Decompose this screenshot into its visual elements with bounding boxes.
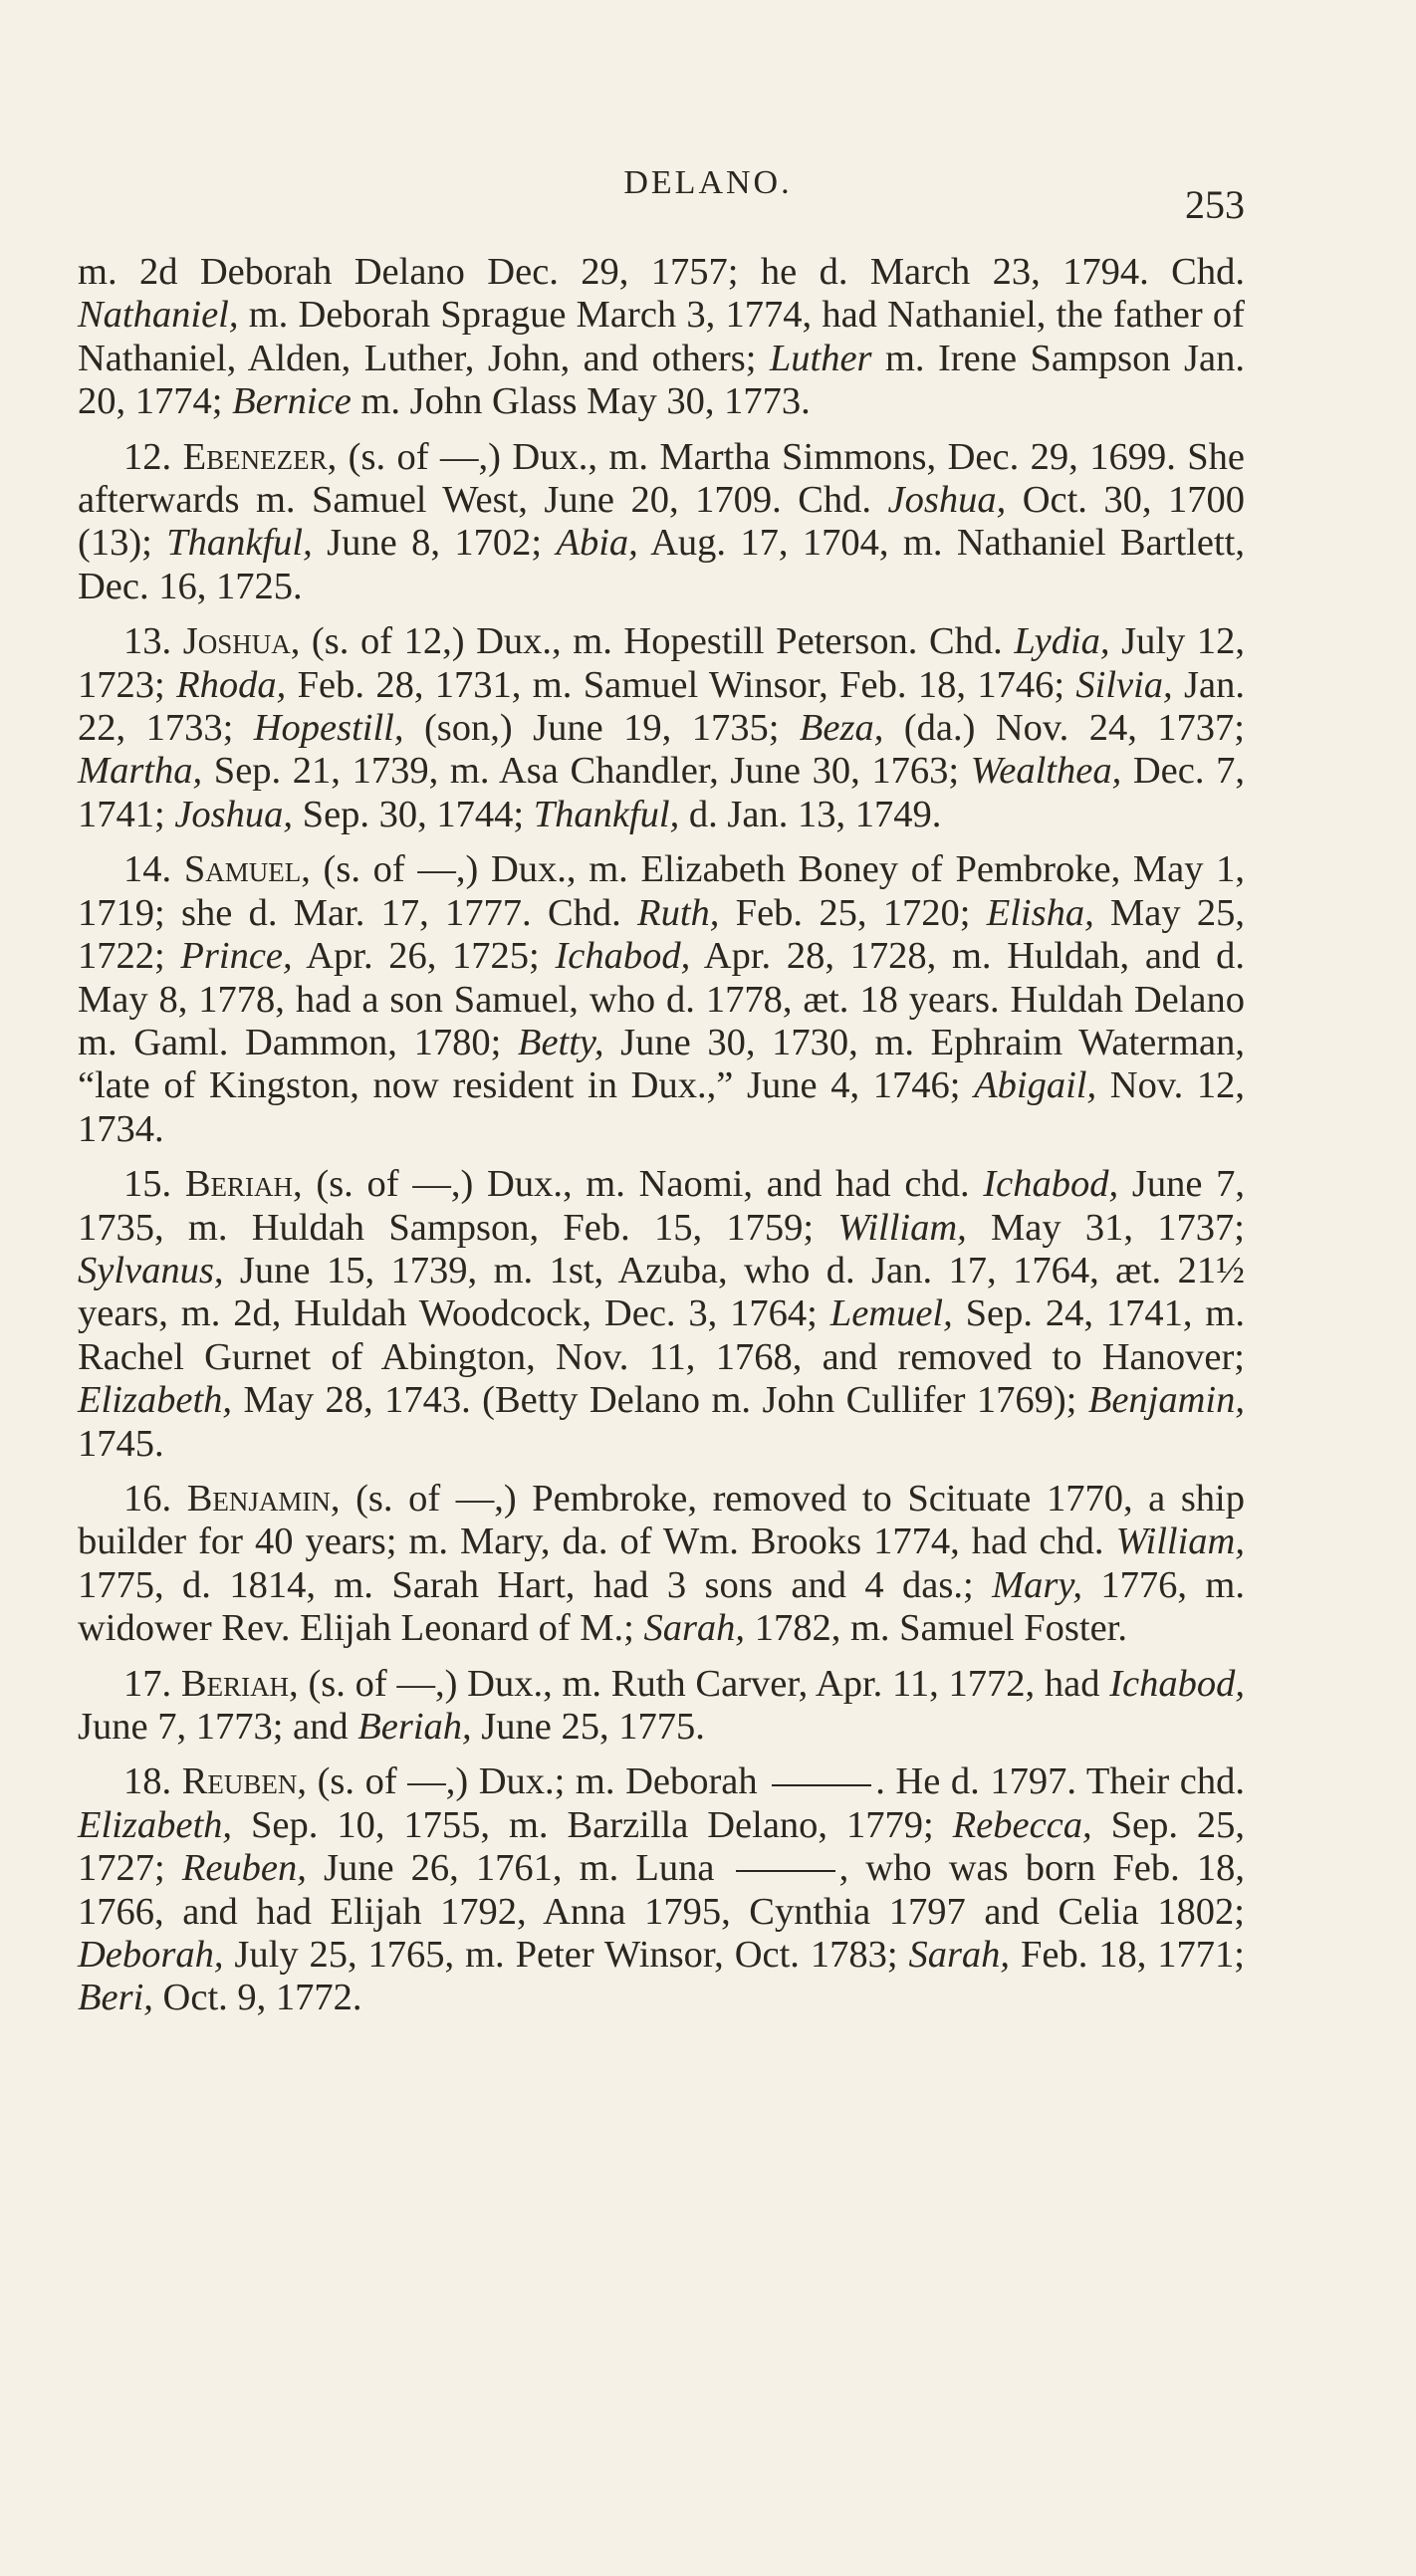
text-run: Feb. 18, 1771; bbox=[1010, 1934, 1246, 1977]
text-run: Sep. 24, 1741, m. Rachel Gurnet of Abington, Nov. 11, 1768, and removed to Hanover; bbox=[78, 1292, 1245, 1378]
child-name: Rhoda, bbox=[176, 663, 287, 706]
text-run: 15. bbox=[123, 1163, 185, 1206]
text-run: (s. of —,) Dux., m. Ruth Carver, Apr. 11, 1772, had bbox=[298, 1662, 1110, 1705]
child-name: Ichabod, bbox=[555, 935, 691, 978]
text-run: Sep. 30, 1744; bbox=[293, 793, 534, 835]
text-run: July 12, 1723; bbox=[78, 620, 1246, 706]
text-run: (s. of —,) Dux., m. Elizabeth Boney of Pembroke, May 1, 1719; she d. Mar. 17, 1777. Chd. bbox=[78, 848, 1245, 934]
text-run: 1782, m. Samuel Foster. bbox=[745, 1607, 1127, 1650]
child-name: Silvia, bbox=[1075, 663, 1173, 706]
entry-17-beriah bbox=[78, 1663, 1245, 1750]
child-name: Joshua, bbox=[174, 793, 294, 835]
text-run: m. Deborah Sprague March 3, 1774, had Nathaniel, the father of Nathaniel, Alden, Luther, John, and others; bbox=[78, 294, 1245, 379]
text-run: (son,) June 19, 1735; bbox=[403, 707, 800, 750]
entry-15-beriah bbox=[78, 1163, 1245, 1466]
child-name: Deborah, bbox=[78, 1934, 224, 1977]
blank-rule bbox=[772, 1784, 871, 1786]
text-run: (s. of —,) Pembroke, removed to Scituate 1770, a ship builder for 40 years; m. Mary, da. of Wm. Brooks 1774, had chd. bbox=[78, 1477, 1245, 1563]
text-run: Sep. 21, 1739, m. Asa Chandler, June 30, 1763; bbox=[202, 750, 971, 793]
text-run: Jan. 22, 1733; bbox=[78, 663, 1245, 750]
text-run: June 26, 1761, m. Luna bbox=[306, 1847, 732, 1890]
body-text bbox=[78, 251, 1245, 2032]
child-name: Reuben, bbox=[181, 1847, 307, 1890]
child-name: Elizabeth, bbox=[78, 1803, 233, 1846]
paragraph-continuation bbox=[78, 251, 1245, 424]
entry-name: Ebenezer, bbox=[182, 435, 338, 478]
text-run: m. John Glass May 30, 1773. bbox=[351, 380, 811, 423]
text-run: June 15, 1739, m. 1st, Azuba, who d. Jan. 17, 1764, æt. 21½ years, m. 2d, Huldah Woodcock, Dec. 3, 1764; bbox=[78, 1249, 1245, 1335]
text-run: Feb. 28, 1731, m. Samuel Winsor, Feb. 18, 1746; bbox=[286, 663, 1076, 706]
entry-name: Joshua, bbox=[182, 620, 301, 663]
text-run: June 7, 1735, m. Huldah Sampson, Feb. 15, 1759; bbox=[78, 1163, 1246, 1249]
child-name: Elizabeth, bbox=[78, 1379, 233, 1422]
entry-name: Benjamin, bbox=[186, 1477, 341, 1520]
child-name: Beza, bbox=[799, 707, 884, 750]
text-run: (s. of 12,) Dux., m. Hopestill Peterson. Chd. bbox=[300, 620, 1015, 663]
entry-name: Beriah, bbox=[184, 1163, 303, 1206]
child-name: Nathaniel, bbox=[78, 294, 239, 337]
child-name: Thankful, bbox=[533, 793, 680, 835]
text-run: May 31, 1737; bbox=[966, 1206, 1245, 1249]
text-run: m. Irene Sampson Jan. 20, 1774; bbox=[78, 337, 1246, 423]
child-name: Ichabod, bbox=[983, 1163, 1119, 1206]
text-run: Sep. 25, 1727; bbox=[78, 1803, 1245, 1890]
text-run: June 7, 1773; and bbox=[78, 1706, 358, 1748]
child-name: Prince, bbox=[180, 935, 293, 978]
text-run: 17. bbox=[123, 1662, 181, 1705]
entry-18-reuben bbox=[78, 1760, 1245, 2019]
child-name: Lemuel, bbox=[829, 1292, 953, 1335]
page-number: 253 bbox=[1185, 182, 1245, 227]
text-run: 13. bbox=[123, 620, 183, 663]
text-run: (da.) Nov. 24, 1737; bbox=[883, 707, 1245, 750]
child-name: Elisha, bbox=[986, 891, 1094, 934]
text-run: 18. bbox=[123, 1760, 182, 1803]
text-run: 1775, d. 1814, m. Sarah Hart, had 3 sons and 4 das.; bbox=[78, 1563, 993, 1606]
text-run: (s. of —,) Dux.; m. Deborah bbox=[307, 1760, 769, 1803]
text-run: May 28, 1743. (Betty Delano m. John Cullifer 1769); bbox=[232, 1379, 1088, 1422]
child-name: Betty, bbox=[517, 1021, 604, 1063]
child-name: Mary, bbox=[992, 1563, 1082, 1606]
entry-name: Reuben, bbox=[181, 1760, 307, 1803]
text-run: May 25, 1722; bbox=[78, 891, 1245, 978]
text-run: June 30, 1730, m. Ephraim Waterman, “late of Kingston, now resident in Dux.,” June 4, 1746; bbox=[78, 1021, 1246, 1107]
entry-13-joshua bbox=[78, 620, 1245, 836]
child-name: Lydia, bbox=[1014, 620, 1110, 663]
entry-name: Samuel, bbox=[183, 848, 311, 891]
child-name: Sarah, bbox=[908, 1934, 1011, 1977]
text-run: Oct. 9, 1772. bbox=[152, 1977, 362, 2019]
text-run: d. Jan. 13, 1749. bbox=[679, 793, 942, 835]
text-run: , who was born Feb. 18, 1766, and had Elijah 1792, Anna 1795, Cynthia 1797 and Celia 1802; bbox=[78, 1847, 1245, 1933]
text-run: m. 2d Deborah Delano Dec. 29, 1757; he d. March 23, 1794. Chd. bbox=[78, 251, 1245, 293]
child-name: Thankful, bbox=[166, 522, 313, 565]
child-name: Luther bbox=[769, 337, 872, 379]
text-run: 1776, m. widower Rev. Elijah Leonard of M.; bbox=[78, 1563, 1245, 1650]
child-name: Ichabod, bbox=[1109, 1662, 1246, 1705]
text-run: . He d. 1797. Their chd. bbox=[875, 1760, 1245, 1803]
child-name: Joshua, bbox=[887, 479, 1007, 522]
child-name: Bernice bbox=[232, 380, 352, 423]
entry-14-samuel bbox=[78, 848, 1245, 1151]
text-run: 14. bbox=[123, 848, 184, 891]
text-run: June 25, 1775. bbox=[471, 1706, 705, 1748]
text-run: (s. of —,) Dux., m. Martha Simmons, Dec. 29, 1699. She afterwards m. Samuel West, June 20, 1709. Chd. bbox=[78, 435, 1246, 522]
child-name: Abia, bbox=[556, 522, 638, 565]
text-run: (s. of —,) Dux., m. Naomi, and had chd. bbox=[302, 1163, 984, 1206]
child-name: William, bbox=[837, 1206, 967, 1249]
entry-16-benjamin bbox=[78, 1478, 1245, 1651]
running-head: DELANO. bbox=[623, 164, 793, 201]
child-name: Wealthea, bbox=[970, 750, 1122, 793]
text-run: Apr. 26, 1725; bbox=[292, 935, 556, 978]
child-name: Hopestill, bbox=[253, 707, 404, 750]
child-name: Beriah, bbox=[357, 1706, 472, 1748]
entry-12-ebenezer bbox=[78, 436, 1245, 609]
text-run: Aug. 17, 1704, m. Nathaniel Bartlett, Dec. 16, 1725. bbox=[78, 522, 1246, 607]
text-run: Apr. 28, 1728, m. Huldah, and d. May 8, 1778, had a son Samuel, who d. 1778, æt. 18 years. Huldah Delano m. Gaml. Dammon, 1780; bbox=[78, 935, 1245, 1063]
text-run: 16. bbox=[123, 1477, 187, 1520]
child-name: Rebecca, bbox=[952, 1803, 1092, 1846]
child-name: Benjamin, bbox=[1087, 1379, 1245, 1422]
child-name: Martha, bbox=[78, 750, 203, 793]
child-name: William, bbox=[1115, 1521, 1245, 1563]
blank-rule bbox=[736, 1870, 835, 1872]
text-run: Nov. 12, 1734. bbox=[78, 1064, 1245, 1150]
child-name: Abigail, bbox=[974, 1064, 1097, 1107]
child-name: Sylvanus, bbox=[78, 1249, 224, 1291]
entry-name: Beriah, bbox=[180, 1662, 299, 1705]
text-run: Oct. 30, 1700 (13); bbox=[78, 479, 1246, 565]
text-run: 1745. bbox=[78, 1422, 164, 1465]
child-name: Sarah, bbox=[643, 1607, 746, 1650]
child-name: Beri, bbox=[78, 1977, 153, 2019]
text-run: Feb. 25, 1720; bbox=[719, 891, 987, 934]
text-run: Sep. 10, 1755, m. Barzilla Delano, 1779; bbox=[232, 1803, 953, 1846]
text-run: 12. bbox=[123, 435, 183, 478]
child-name: Ruth, bbox=[637, 891, 720, 934]
text-run: Dec. 7, 1741; bbox=[78, 750, 1246, 835]
text-run: July 25, 1765, m. Peter Winsor, Oct. 1783; bbox=[223, 1934, 909, 1977]
text-run: June 8, 1702; bbox=[312, 522, 557, 565]
